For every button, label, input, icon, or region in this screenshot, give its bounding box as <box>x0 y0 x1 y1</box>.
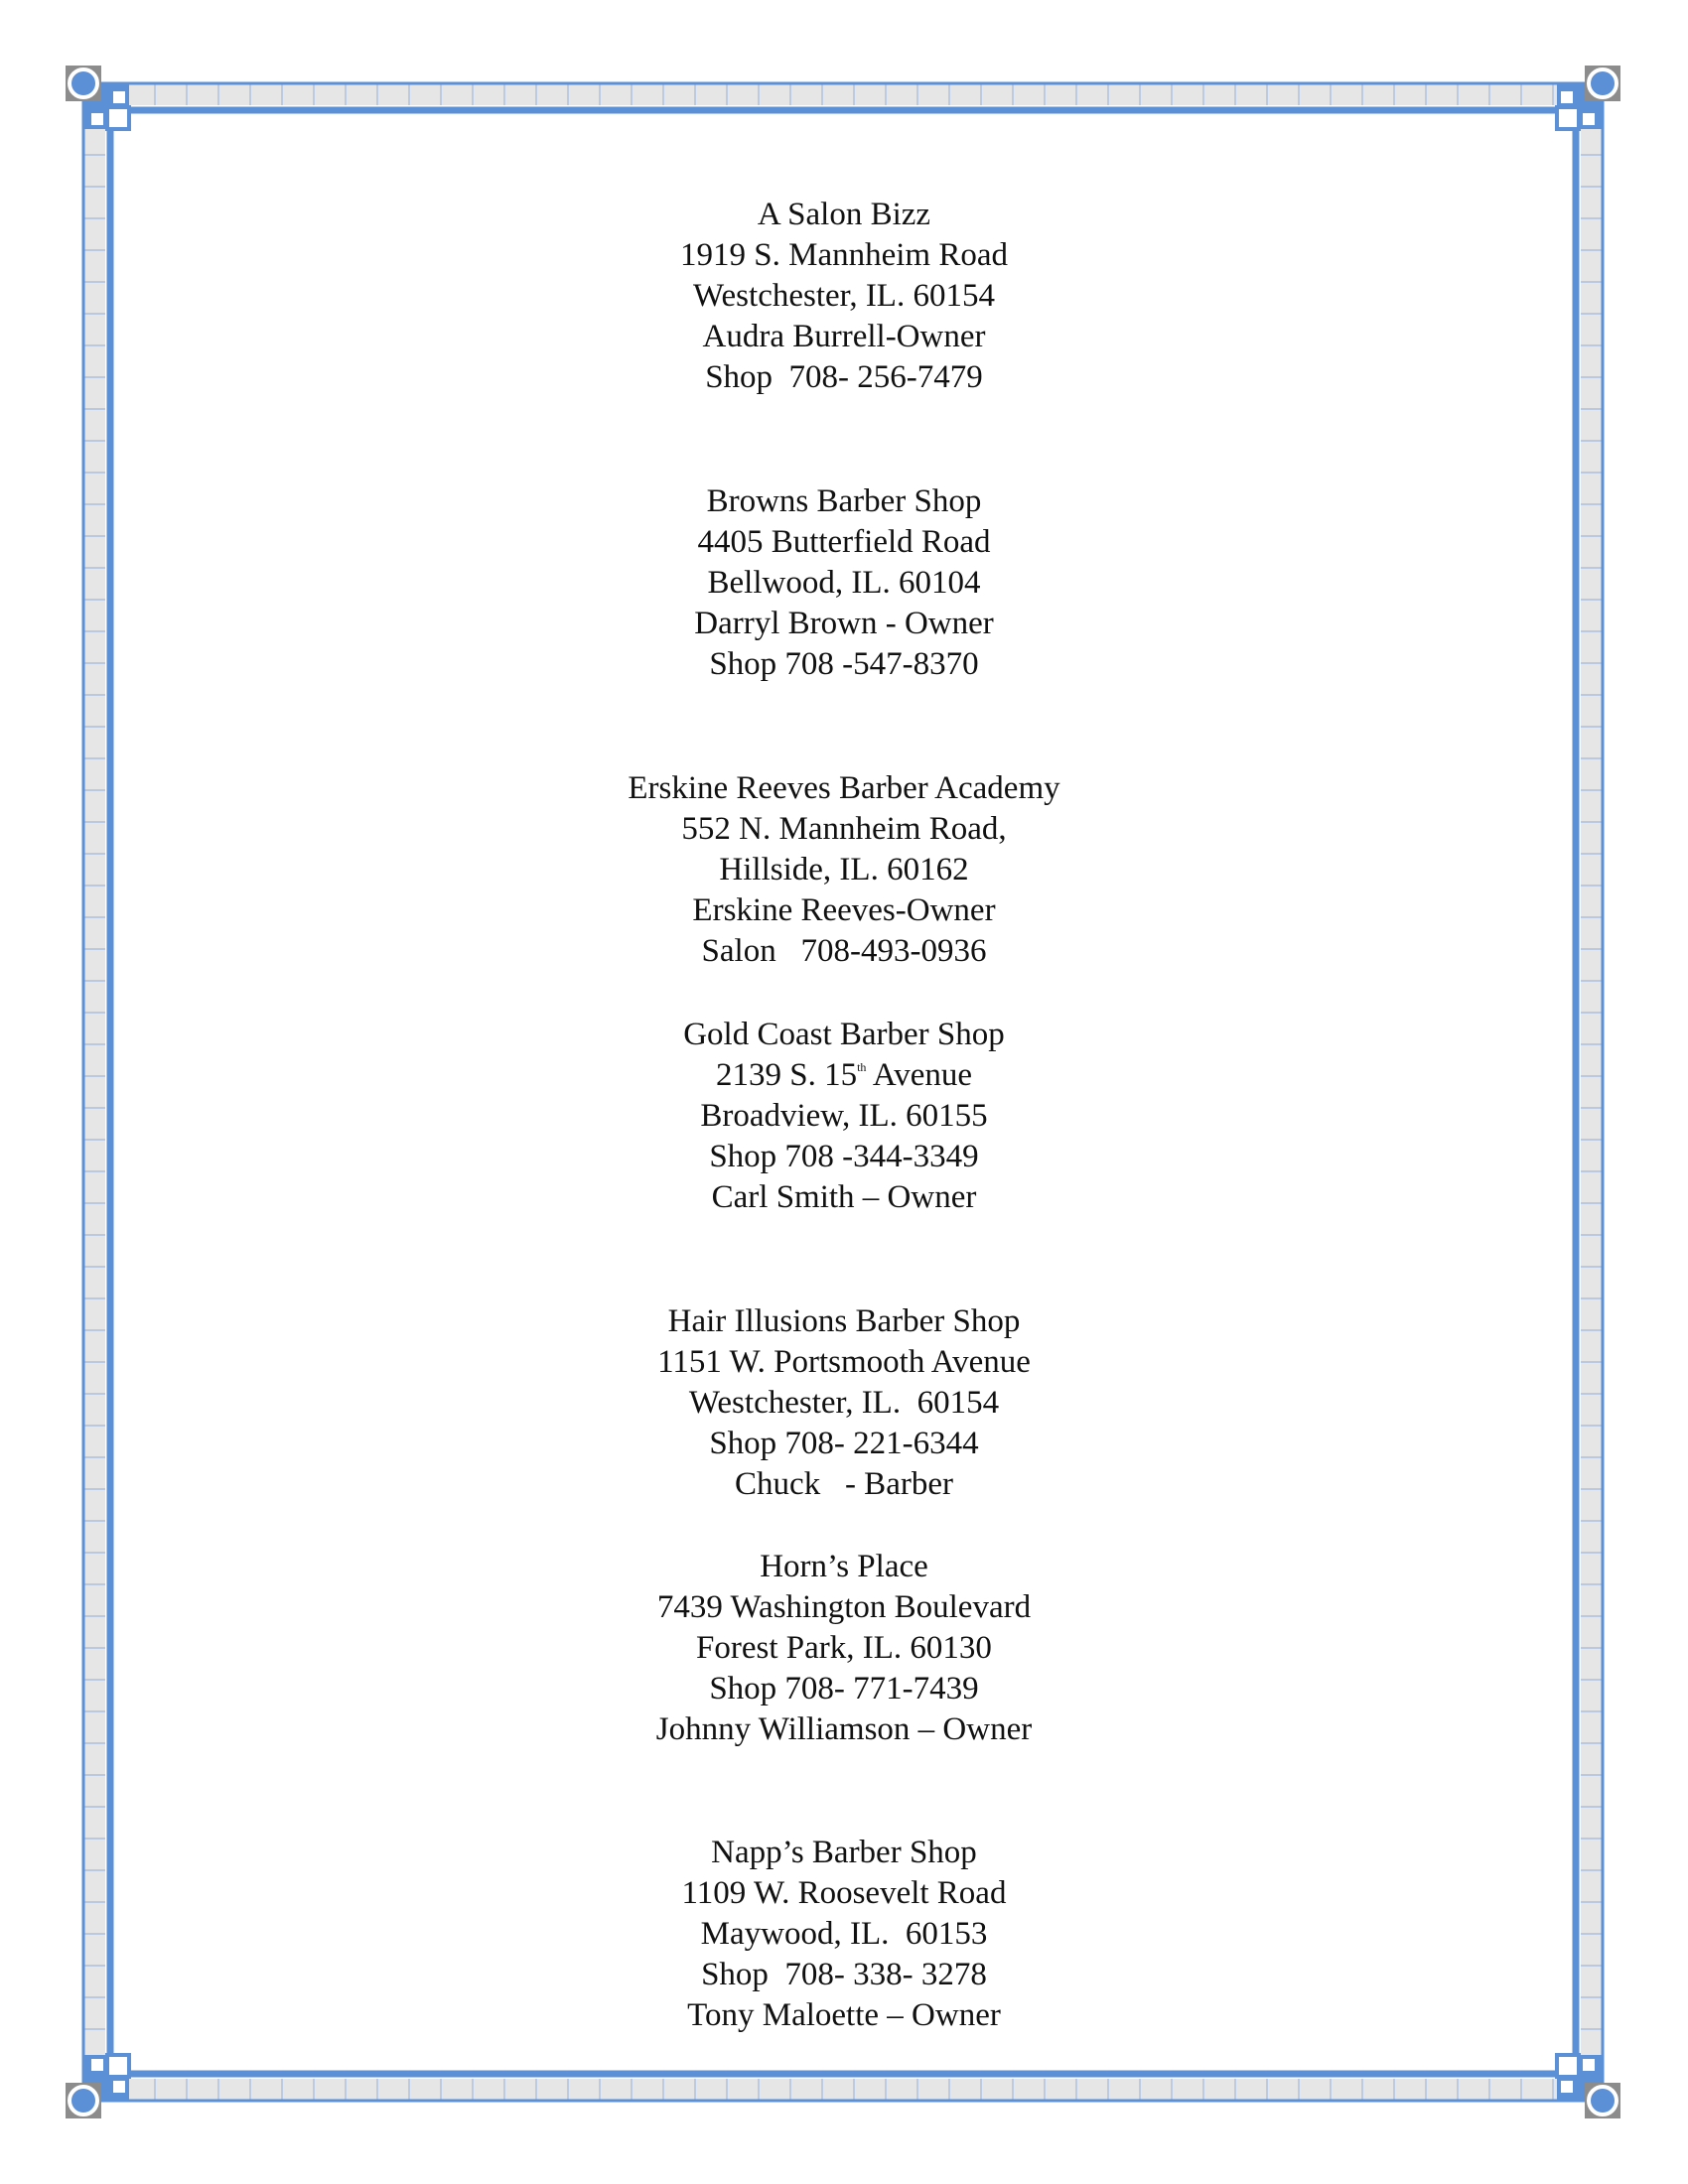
contact-person: Erskine Reeves-Owner <box>692 892 996 928</box>
city-state-zip: Bellwood, IL. 60104 <box>707 565 981 601</box>
contact-person: Chuck - Barber <box>735 1466 953 1502</box>
street-address: 1151 W. Portsmooth Avenue <box>657 1344 1031 1380</box>
corner-ornament-bottom-right <box>1557 2055 1620 2118</box>
phone-number: Shop 708 -547-8370 <box>709 646 979 682</box>
listing-a-salon-bizz <box>0 195 1688 398</box>
business-name: Gold Coast Barber Shop <box>683 1017 1005 1052</box>
business-name: Erskine Reeves Barber Academy <box>628 770 1060 806</box>
city-state-zip: Forest Park, IL. 60130 <box>696 1630 992 1666</box>
street-address <box>0 1055 1688 1096</box>
contact-person: Johnny Williamson – Owner <box>655 1711 1033 1747</box>
street-address: 1919 S. Mannheim Road <box>680 237 1008 273</box>
street-address: 552 N. Mannheim Road, <box>681 811 1007 847</box>
phone-number: Shop 708- 221-6344 <box>709 1426 979 1461</box>
phone-number: Shop 708- 338- 3278 <box>701 1957 987 1992</box>
street-address: 4405 Butterfield Road <box>697 524 991 560</box>
phone-number: Shop 708 -344-3349 <box>709 1139 979 1174</box>
corner-ornament-top-left <box>66 66 129 129</box>
business-name: Browns Barber Shop <box>706 483 982 519</box>
phone-number: Shop 708- 256-7479 <box>705 359 983 395</box>
city-state-zip: Westchester, IL. 60154 <box>693 278 995 314</box>
phone-number: Shop 708- 771-7439 <box>709 1671 979 1706</box>
business-name: Napp’s Barber Shop <box>711 1835 977 1870</box>
street-address: 1109 W. Roosevelt Road <box>681 1875 1007 1911</box>
listing-hair-illusions-barber-shop <box>0 1301 1688 1505</box>
listing-erskine-reeves-barber-academy <box>0 768 1688 972</box>
city-state-zip: Hillside, IL. 60162 <box>719 852 969 887</box>
business-name: A Salon Bizz <box>757 197 931 232</box>
business-name: Hair Illusions Barber Shop <box>667 1303 1021 1339</box>
street-address: 7439 Washington Boulevard <box>656 1589 1032 1625</box>
contact-person: Darryl Brown - Owner <box>694 606 994 641</box>
listing-gold-coast-barber-shop <box>0 1015 1688 1218</box>
listing-napps-barber-shop <box>0 1833 1688 2036</box>
business-name: Horn’s Place <box>760 1549 928 1584</box>
corner-ornament-top-right <box>1557 66 1620 129</box>
contact-person: Tony Maloette – Owner <box>687 1997 1001 2033</box>
phone-number: Salon 708-493-0936 <box>701 933 987 969</box>
city-state-zip: Maywood, IL. 60153 <box>700 1916 988 1952</box>
listing-horns-place <box>0 1547 1688 1750</box>
contact-person: Carl Smith – Owner <box>711 1179 977 1215</box>
city-state-zip: Westchester, IL. 60154 <box>688 1385 1000 1421</box>
city-state-zip: Broadview, IL. 60155 <box>700 1098 988 1134</box>
street-address-number: 2139 S. 15 <box>715 1057 858 1093</box>
contact-person: Audra Burrell-Owner <box>702 319 986 354</box>
listing-browns-barber-shop <box>0 481 1688 685</box>
corner-ornament-bottom-left <box>66 2055 129 2118</box>
street-address-name: Avenue <box>866 1057 973 1093</box>
ordinal-suffix: th <box>857 1060 867 1074</box>
